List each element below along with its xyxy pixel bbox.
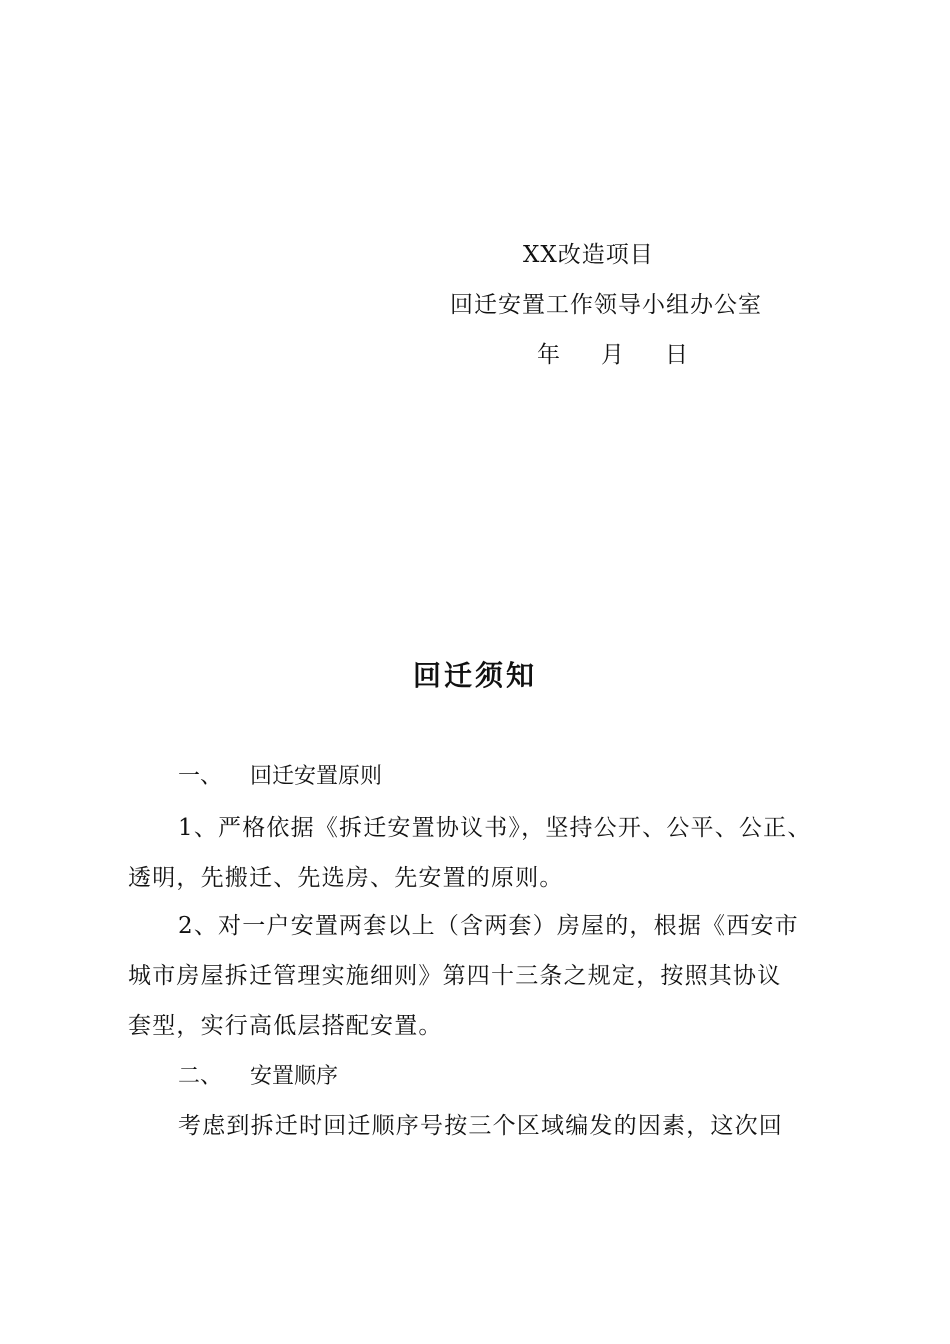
- paragraph-line: 2、对一户安置两套以上（含两套）房屋的，根据《西安市: [178, 913, 799, 939]
- signature-date: [537, 340, 689, 370]
- section-number: 二、: [178, 1064, 223, 1089]
- date-day-label: 日: [665, 342, 689, 368]
- section-heading-1: [178, 761, 382, 793]
- paragraph-line: 城市房屋拆迁管理实施细则》第四十三条之规定，按照其协议: [128, 963, 782, 989]
- signature-organization: XX改造项目: [523, 242, 654, 268]
- section-number: 一、: [178, 764, 223, 789]
- date-year-label: 年: [537, 342, 561, 368]
- section-heading-2: [178, 1061, 338, 1093]
- signature-office: 回迁安置工作领导小组办公室: [450, 292, 762, 318]
- paragraph-line: 1、严格依据《拆迁安置协议书》，坚持公开、公平、公正、: [178, 815, 812, 841]
- date-month-label: 月: [601, 342, 625, 368]
- section-title: 回迁安置原则: [250, 764, 383, 789]
- paragraph-line: 套型，实行高低层搭配安置。: [128, 1013, 443, 1039]
- document-title: 回迁须知: [412, 659, 537, 692]
- paragraph-line: 考虑到拆迁时回迁顺序号按三个区域编发的因素，这次回: [178, 1113, 783, 1139]
- paragraph-line: 透明，先搬迁、先选房、先安置的原则。: [128, 865, 564, 891]
- section-title: 安置顺序: [250, 1064, 339, 1089]
